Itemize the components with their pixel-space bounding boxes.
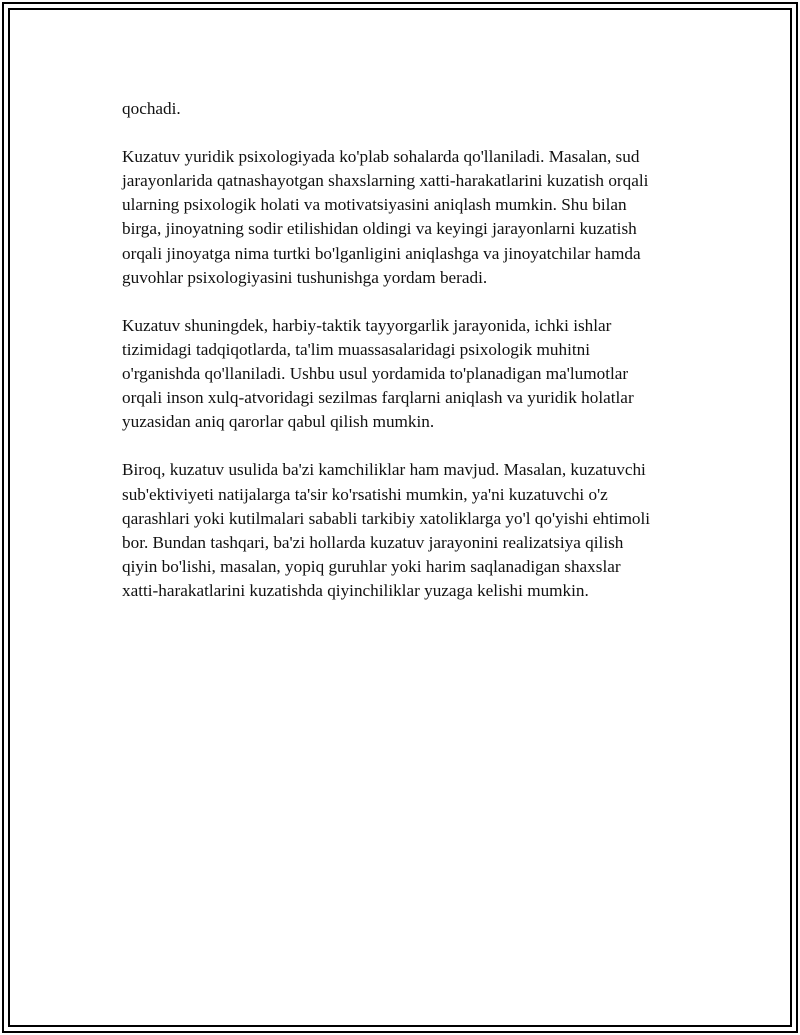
text-line: o'rganishda qo'llaniladi. Ushbu usul yordamida to'planadigan ma'lumotlar	[122, 364, 629, 384]
text-line: qiyin bo'lishi, masalan, yopiq guruhlar yoki harim saqlanadigan shaxslar	[122, 556, 621, 576]
text-line: qochadi.	[122, 99, 181, 118]
page-frame	[2, 2, 798, 1033]
paragraph-4	[122, 458, 722, 603]
text-line: Biroq, kuzatuv usulida ba'zi kamchiliklar ham mavjud. Masalan, kuzatuvchi	[122, 460, 646, 480]
text-line: guvohlar psixologiyasini tushunishga yordam beradi.	[122, 267, 488, 287]
text-line: yuzasidan aniq qarorlar qabul qilish mumkin.	[122, 412, 435, 432]
text-line: bor. Bundan tashqari, ba'zi hollarda kuzatuv jarayonini realizatsiya qilish	[122, 532, 624, 552]
text-line: Kuzatuv yuridik psixologiyada ko'plab sohalarda qo'llaniladi. Masalan, sud	[122, 147, 640, 167]
text-line: xatti-harakatlarini kuzatishda qiyinchiliklar yuzaga kelishi mumkin.	[122, 580, 589, 600]
text-line: Kuzatuv shuningdek, harbiy-taktik tayyorgarlik jarayonida, ichki ishlar	[122, 315, 612, 335]
paragraph-3	[122, 314, 722, 434]
paragraph-1	[122, 97, 722, 121]
paragraph-spacer	[122, 290, 722, 314]
paragraph-spacer	[122, 121, 722, 145]
text-line: tizimidagi tadqiqotlarda, ta'lim muassasalaridagi psixologik muhitni	[122, 339, 591, 359]
text-line: qarashlari yoki kutilmalari sababli tarkibiy xatoliklarga yo'l qo'yishi ehtimoli	[122, 508, 651, 528]
document-body	[122, 97, 722, 603]
paragraph-spacer	[122, 434, 722, 458]
text-line: ularning psixologik holati va motivatsiyasini aniqlash mumkin. Shu bilan	[122, 195, 627, 215]
text-line: sub'ektiviyeti natijalarga ta'sir ko'rsatishi mumkin, ya'ni kuzatuvchi o'z	[122, 484, 608, 504]
text-line: orqali jinoyatga nima turtki bo'lganligini aniqlashga va jinoyatchilar hamda	[122, 243, 641, 263]
text-line: jarayonlarida qatnashayotgan shaxslarning xatti-harakatlarini kuzatish orqali	[122, 171, 649, 191]
text-line: birga, jinoyatning sodir etilishidan oldingi va keyingi jarayonlarni kuzatish	[122, 219, 637, 239]
text-line: orqali inson xulq-atvoridagi sezilmas farqlarni aniqlash va yuridik holatlar	[122, 388, 634, 408]
paragraph-2	[122, 145, 722, 290]
